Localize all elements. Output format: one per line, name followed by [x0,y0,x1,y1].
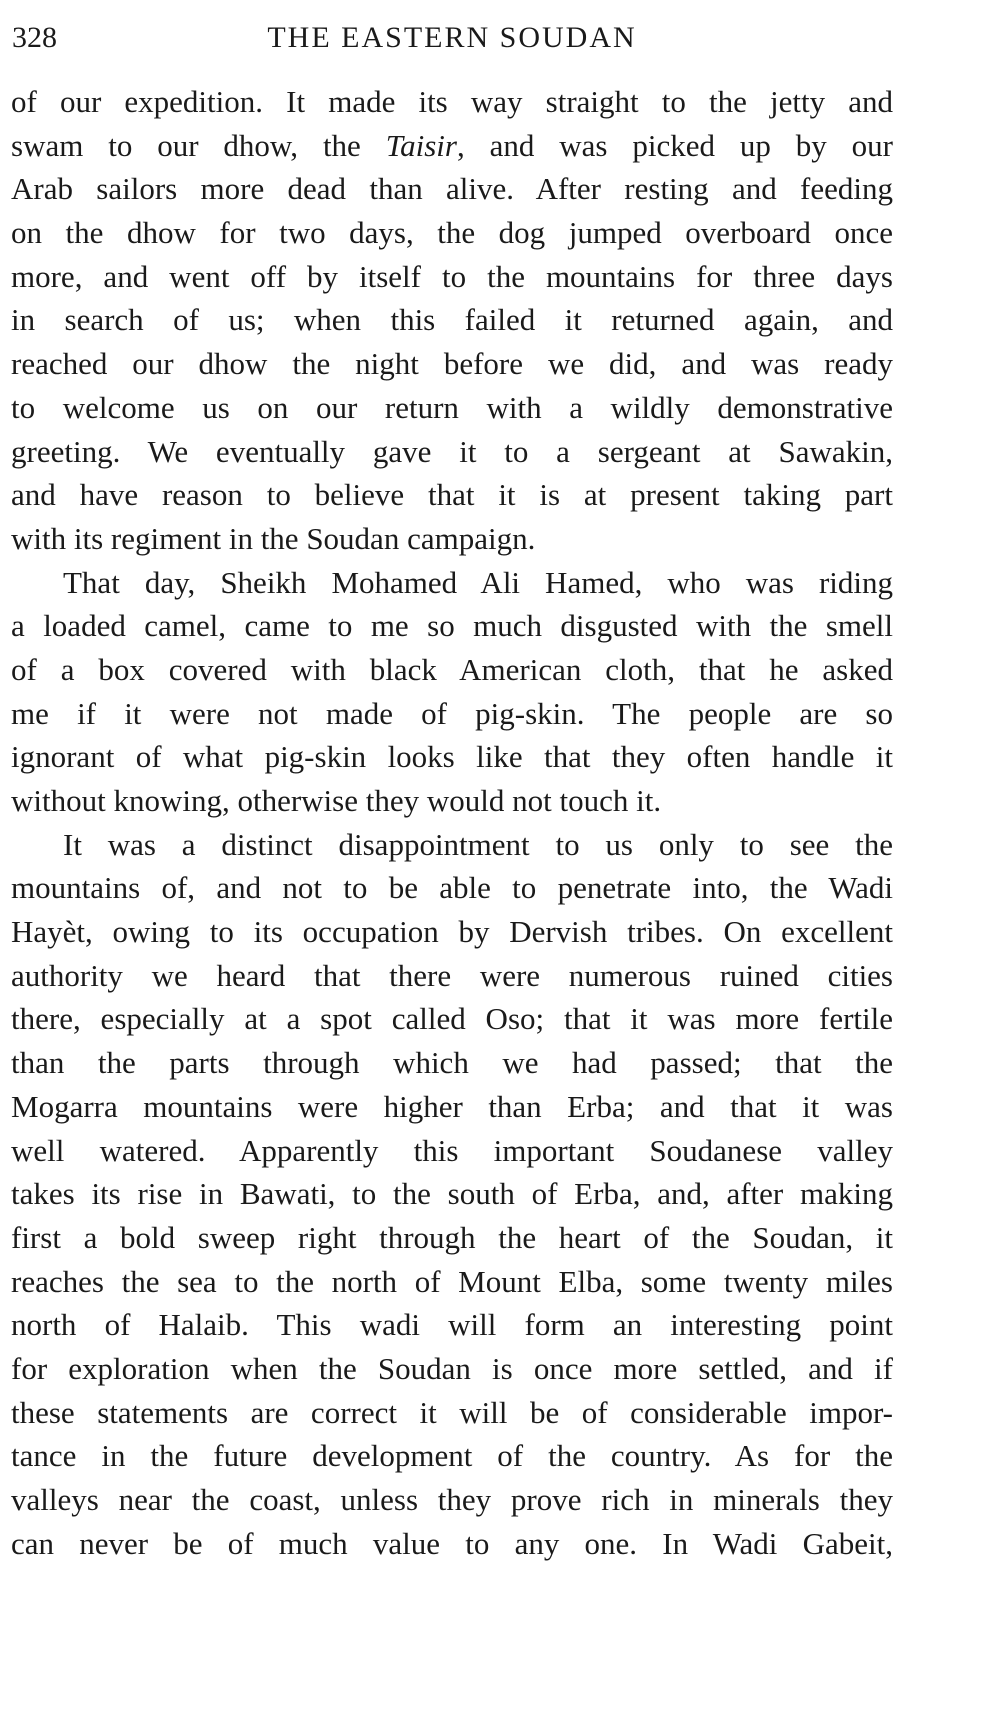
text-line: in search of us; when this failed it returned again, and [11,302,893,338]
text-line: ignorant of what pig-skin looks like that they often handle it [11,739,893,775]
text-line: tance in the future development of the country. As for the [11,1438,893,1474]
text-fragment: , and was picked up by our [456,127,893,163]
text-fragment: swam to our dhow, the [11,127,386,163]
text-line: north of Halaib. This wadi will form an interesting point [11,1307,893,1343]
text-line: there, especially at a spot called Oso; that it was more fertile [11,1001,893,1037]
body-text [11,80,893,1565]
running-head [12,14,892,62]
text-line: of our expedition. It made its way straight to the jetty and [11,84,893,119]
text-line: valleys near the coast, unless they prove rich in minerals they [11,1482,893,1517]
text-line: me if it were not made of pig-skin. The people are so [11,695,893,731]
text-line: first a bold sweep right through the heart of the Soudan, it [11,1219,893,1255]
text-line [11,124,893,168]
text-line: to welcome us on our return with a wildly demonstrative [11,389,893,425]
text-line: a loaded camel, came to me so much disgusted with the smell [11,608,893,644]
text-line: reaches the sea to the north of Mount Elba, some twenty miles [11,1263,893,1299]
text-line: for exploration when the Soudan is once more settled, and if [11,1350,893,1386]
text-line: Hayèt, owing to its occupation by Dervish tribes. On excellent [11,914,893,950]
text-line: more, and went off by itself to the mountains for three days [11,258,893,294]
text-line: takes its rise in Bawati, to the south of Erba, and, after making [11,1176,893,1212]
text-line: well watered. Apparently this important Soudanese valley [11,1132,893,1168]
running-title: THE EASTERN SOUDAN [267,21,637,54]
text-line: on the dhow for two days, the dog jumped overboard once [11,215,893,251]
text-line: these statements are correct it will be of considerable impor- [11,1394,893,1430]
text-line: can never be of much value to any one. In Wadi Gabeit, [11,1525,893,1561]
text-line: and have reason to believe that it is at present taking part [11,477,893,513]
text-line: greeting. We eventually gave it to a sergeant at Sawakin, [11,433,893,469]
text-line: than the parts through which we had passed; that the [11,1045,893,1081]
text-line: Mogarra mountains were higher than Erba; and that it was [11,1088,893,1124]
text-line: with its regiment in the Soudan campaign. [11,520,536,556]
text-line: authority we heard that there were numerous ruined cities [11,957,893,993]
page-number: 328 [12,21,57,54]
text-line: without knowing, otherwise they would not touch it. [11,783,662,818]
text-line: of a box covered with black American cloth, that he asked [11,651,893,687]
text-line: Arab sailors more dead than alive. After resting and feeding [11,171,893,207]
text-line: reached our dhow the night before we did, and was ready [11,346,893,382]
text-line: That day, Sheikh Mohamed Ali Hamed, who was riding [63,564,893,600]
ship-name: Taisir [385,127,457,163]
text-line: It was a distinct disappointment to us only to see the [63,826,893,862]
text-line: mountains of, and not to be able to penetrate into, the Wadi [11,870,893,906]
